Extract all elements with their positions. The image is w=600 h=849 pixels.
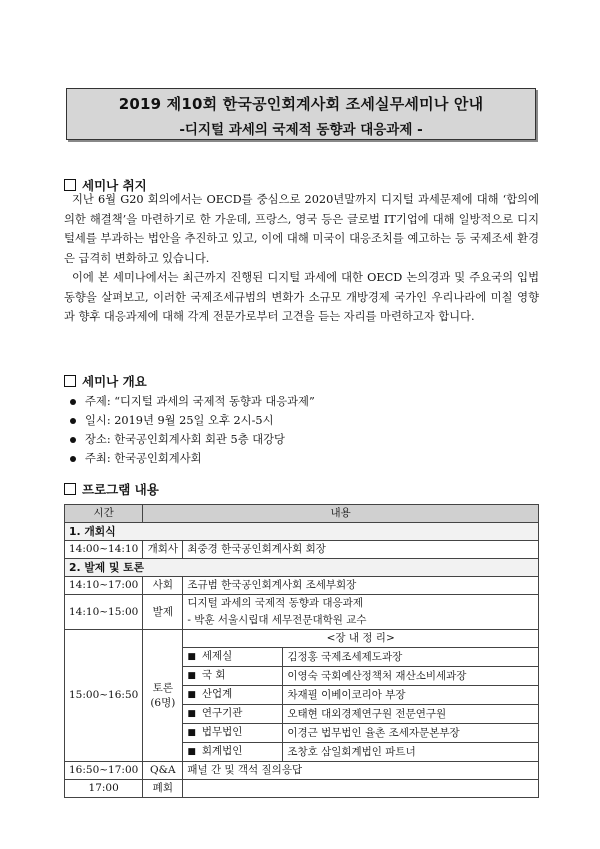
table-row: 14:00~14:10 개회사 최중경 한국공인회계사회 회장 <box>65 541 539 559</box>
recess-label: <장 내 정 리> <box>183 630 539 648</box>
presentation-title: 디지털 과세의 국제적 동향과 대응과제 <box>187 597 363 609</box>
list-item: 장소: 한국공인회계사회 회관 5층 대강당 <box>64 430 539 449</box>
section-overview-heading: 세미나 개요 <box>64 372 147 390</box>
purpose-para-2: 이에 본 세미나에서는 최근까지 진행된 디지털 과세에 대한 OECD 논의경과 및 주요국의 입법동향을 살펴보고, 이러한 국제조세규범의 변화가 소규모 개방경제 국가인 우리나라에 미칠 영향과 향후 대응과제에 대해 각계 전문가로부터 고견을 듣는 자리를 마련하고자 합니다. <box>64 271 539 323</box>
table-row: 15:00~16:50 토론 (6명) <장 내 정 리> <box>65 630 539 648</box>
square-bullet-icon: ■ <box>187 709 196 719</box>
purpose-text <box>64 190 539 327</box>
square-bullet-icon: ■ <box>187 652 196 662</box>
square-bullet-icon: ■ <box>187 671 196 681</box>
bullet-icon <box>70 437 76 443</box>
list-item: 주최: 한국공인회계사회 <box>64 449 539 468</box>
section-program-heading: 프로그램 내용 <box>64 480 159 498</box>
title-box <box>66 88 536 140</box>
presenter: - 박훈 서울시립대 세무전문대학원 교수 <box>187 614 367 626</box>
program-table <box>64 504 539 798</box>
panel-role: 토론 <box>152 681 173 694</box>
square-bullet-icon: ■ <box>187 728 196 738</box>
page-subtitle: -디지털 과세의 국제적 동향과 대응과제 - <box>179 122 423 138</box>
panel-row: ■ 국 회 이영숙 국회예산정책처 재산소비세과장 <box>65 667 539 686</box>
purpose-para-1: 지난 6월 G20 회의에서는 OECD를 중심으로 2020년말까지 디지털 과세문제에 대해 ‘합의에 의한 해결책’을 마련하기로 한 가운데, 프랑스, 영국 등은 글로벌 IT기업에 대해 일방적으로 디지털세를 부과하는 법안을 추진하고 있고, 이에 대해 미국이 대응조치를 예고하는 등 국제조세 환경은 급격히 변화하고 있습니다. <box>64 193 539 265</box>
panel-count: (6명) <box>150 696 176 709</box>
bullet-icon <box>70 399 76 405</box>
square-bullet-icon: ■ <box>187 747 196 757</box>
header-time: 시간 <box>65 505 143 523</box>
list-item: 주제: “디지털 과세의 국제적 동향과 대응과제” <box>64 392 539 411</box>
square-bullet-icon: ■ <box>187 690 196 700</box>
overview-list <box>64 392 539 468</box>
checkbox-square-icon <box>64 375 76 387</box>
section-row: 1. 개회식 <box>65 523 539 541</box>
panel-row: ■ 법무법인 이경근 법무법인 율촌 조세자문본부장 <box>65 724 539 743</box>
section-purpose-heading: 세미나 취지 <box>64 176 147 194</box>
table-row: 16:50~17:00 Q&A 패널 간 및 객석 질의응답 <box>65 762 539 780</box>
checkbox-square-icon <box>64 483 76 495</box>
table-row: 17:00 폐회 <box>65 780 539 798</box>
list-item: 일시: 2019년 9월 25일 오후 2시-5시 <box>64 411 539 430</box>
table-header-row <box>65 505 539 523</box>
page-title: 2019 제10회 한국공인회계사회 조세실무세미나 안내 <box>118 95 484 113</box>
bullet-icon <box>70 456 76 462</box>
bullet-icon <box>70 418 76 424</box>
panel-row: ■ 산업계 차재필 이베이코리아 부장 <box>65 686 539 705</box>
header-content: 내용 <box>143 505 539 523</box>
panel-row: ■ 세제실 김정홍 국제조세제도과장 <box>65 648 539 667</box>
panel-row: ■ 회계법인 조창호 삼일회계법인 파트너 <box>65 743 539 762</box>
section-row: 2. 발제 및 토론 <box>65 559 539 577</box>
panel-row: ■ 연구기관 오태현 대외경제연구원 전문연구원 <box>65 705 539 724</box>
table-row: 14:10~15:00 발제 디지털 과세의 국제적 동향과 대응과제 - 박훈 서울시립대 세무전문대학원 교수 <box>65 595 539 630</box>
table-row: 14:10~17:00 사회 조규범 한국공인회계사회 조세부회장 <box>65 577 539 595</box>
